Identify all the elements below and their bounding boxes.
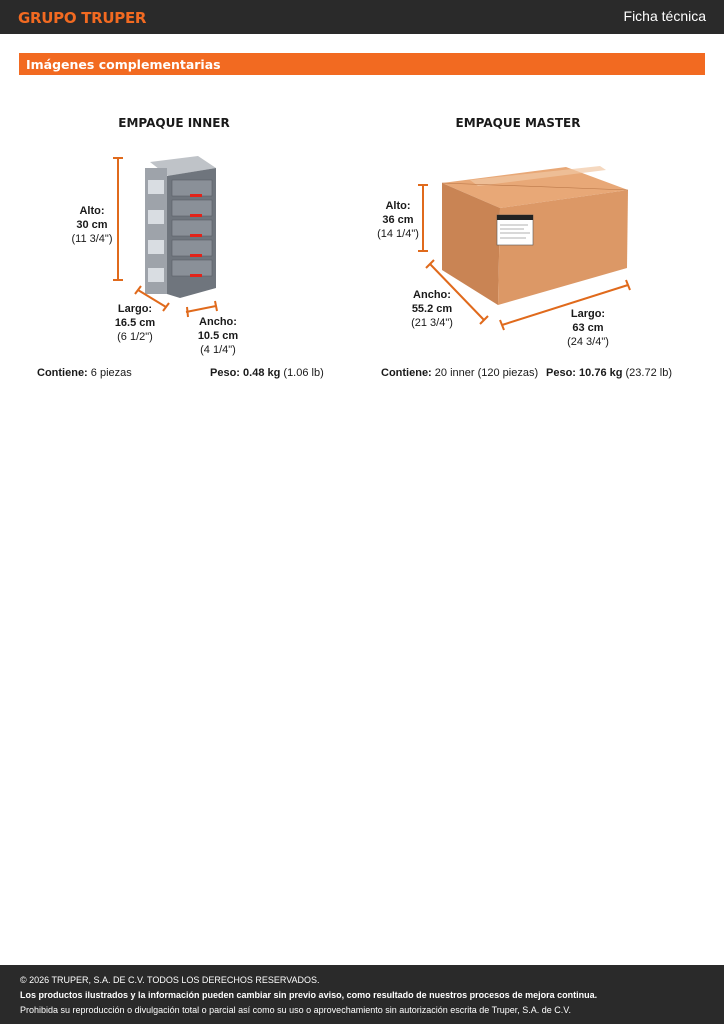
- page-footer: [0, 965, 724, 1024]
- inner-alto-label: Alto: 30 cm (11 3/4"): [71, 205, 113, 245]
- inner-contents: Contiene: 6 piezas: [37, 367, 132, 379]
- inner-weight: Peso: 0.48 kg (1.06 lb): [210, 367, 324, 379]
- inner-ancho-label: Ancho: 10.5 cm (4 1/4"): [197, 316, 239, 356]
- inner-package-image: [145, 156, 216, 298]
- section-title: Imágenes complementarias: [26, 57, 221, 72]
- master-package-image: [442, 166, 628, 305]
- footer-copyright: © 2026 TRUPER, S.A. DE C.V. TODOS LOS DERECHOS RESERVADOS.: [20, 975, 320, 985]
- master-largo-label: Largo: 63 cm (24 3/4"): [567, 308, 609, 348]
- inner-largo-label: Largo: 16.5 cm (6 1/2"): [114, 303, 156, 343]
- master-contents: Contiene: 20 inner (120 piezas): [381, 367, 539, 379]
- brand-logo: GRUPO TRUPER: [18, 9, 147, 27]
- footer-notice: Los productos ilustrados y la información pueden cambiar sin previo aviso, como resultado de nuestros procesos de mejora continua.: [20, 990, 598, 1000]
- master-alto-label: Alto: 36 cm (14 1/4"): [377, 200, 419, 240]
- master-ancho-label: Ancho: 55.2 cm (21 3/4"): [411, 289, 453, 329]
- inner-package-title: EMPAQUE INNER: [118, 116, 230, 130]
- master-package-title: EMPAQUE MASTER: [455, 116, 581, 130]
- master-weight: Peso: 10.76 kg (23.72 lb): [546, 367, 672, 379]
- footer-prohibition: Prohibida su reproducción o divulgación total o parcial así como su uso o aprovechamiento sin autorización escrita de Truper, S.A. de C.V.: [20, 1005, 571, 1015]
- document-type: Ficha técnica: [623, 8, 706, 24]
